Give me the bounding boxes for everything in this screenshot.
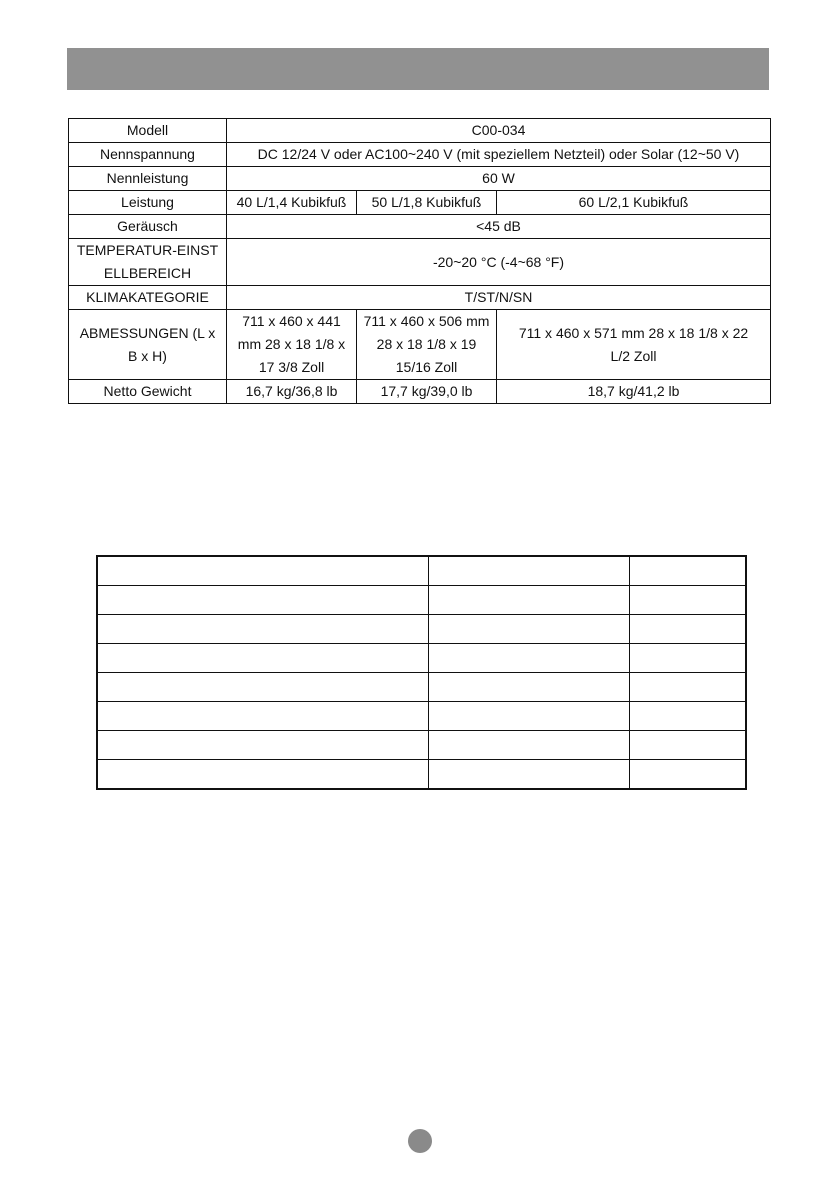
dimensions-line: mm 28 x 18 1/8 x: [237, 336, 346, 352]
table-cell: [97, 673, 428, 702]
dimensions-50l: [357, 310, 497, 380]
voltage-label: Nennspannung: [69, 143, 227, 167]
weight-40l: 16,7 kg/36,8 lb: [227, 380, 357, 404]
dimensions-60l: [497, 310, 771, 380]
dimensions-line: 28 x 18 1/8 x 19: [376, 336, 477, 352]
dimensions-line: 711 x 460 x 506 mm: [363, 313, 490, 329]
power-value: 60 W: [227, 167, 771, 191]
model-label: Modell: [69, 119, 227, 143]
capacity-60l: 60 L/2,1 Kubikfuß: [497, 191, 771, 215]
table-row: [97, 644, 746, 673]
table-cell: [428, 586, 629, 615]
table-row: [69, 286, 771, 310]
table-cell: [97, 702, 428, 731]
power-label: Nennleistung: [69, 167, 227, 191]
section-header-bar: [67, 48, 769, 90]
dimensions-line: 17 3/8 Zoll: [258, 359, 325, 375]
weight-60l: 18,7 kg/41,2 lb: [497, 380, 771, 404]
table-row: [69, 191, 771, 215]
noise-value: <45 dB: [227, 215, 771, 239]
table-cell: [97, 760, 428, 790]
table-row: [97, 615, 746, 644]
table-cell: [428, 556, 629, 586]
table-cell: [629, 673, 746, 702]
table-row: [97, 760, 746, 790]
weight-50l: 17,7 kg/39,0 lb: [357, 380, 497, 404]
capacity-50l: 50 L/1,8 Kubikfuß: [357, 191, 497, 215]
table-row: [97, 556, 746, 586]
temperature-label-line: TEMPERATUR-EINST: [76, 242, 219, 258]
table-row: [69, 143, 771, 167]
dimensions-label: [69, 310, 227, 380]
dimensions-line: 711 x 460 x 571 mm 28 x 18 1/8 x 22: [518, 324, 749, 341]
table-row: [97, 673, 746, 702]
table-cell: [629, 615, 746, 644]
climate-value: T/ST/N/SN: [227, 286, 771, 310]
page-number-marker: [408, 1129, 432, 1153]
dimensions-label-line: B x H): [128, 347, 167, 364]
model-value: C00-034: [227, 119, 771, 143]
table-row: [69, 239, 771, 286]
blank-grid-table: [96, 555, 747, 790]
table-cell: [97, 644, 428, 673]
table-cell: [629, 644, 746, 673]
table-row: [97, 731, 746, 760]
voltage-value: DC 12/24 V oder AC100~240 V (mit speziellem Netzteil) oder Solar (12~50 V): [227, 143, 771, 167]
capacity-40l: 40 L/1,4 Kubikfuß: [227, 191, 357, 215]
table-row: [69, 119, 771, 143]
temperature-label: [69, 239, 227, 286]
table-row: [69, 167, 771, 191]
table-cell: [97, 615, 428, 644]
dimensions-line: 711 x 460 x 441: [242, 313, 341, 329]
table-cell: [629, 702, 746, 731]
table-cell: [97, 731, 428, 760]
noise-label: Geräusch: [69, 215, 227, 239]
table-row: [97, 586, 746, 615]
dimensions-40l: [227, 310, 357, 380]
specifications-table: [68, 118, 771, 404]
table-cell: [428, 673, 629, 702]
capacity-label: Leistung: [69, 191, 227, 215]
weight-label: Netto Gewicht: [69, 380, 227, 404]
dimensions-line: L/2 Zoll: [610, 347, 657, 364]
table-cell: [629, 586, 746, 615]
climate-label: KLIMAKATEGORIE: [69, 286, 227, 310]
dimensions-label-line: ABMESSUNGEN (L x: [79, 324, 216, 341]
table-cell: [629, 760, 746, 790]
table-row: [69, 380, 771, 404]
table-cell: [629, 556, 746, 586]
table-cell: [428, 731, 629, 760]
dimensions-line: 15/16 Zoll: [395, 359, 458, 375]
temperature-label-line: ELLBEREICH: [103, 265, 192, 281]
table-row: [69, 310, 771, 380]
table-cell: [428, 760, 629, 790]
table-cell: [428, 615, 629, 644]
table-cell: [428, 644, 629, 673]
table-cell: [428, 702, 629, 731]
table-row: [97, 702, 746, 731]
table-row: [69, 215, 771, 239]
temperature-value: -20~20 °C (-4~68 °F): [227, 239, 771, 286]
table-cell: [97, 556, 428, 586]
table-cell: [97, 586, 428, 615]
table-cell: [629, 731, 746, 760]
